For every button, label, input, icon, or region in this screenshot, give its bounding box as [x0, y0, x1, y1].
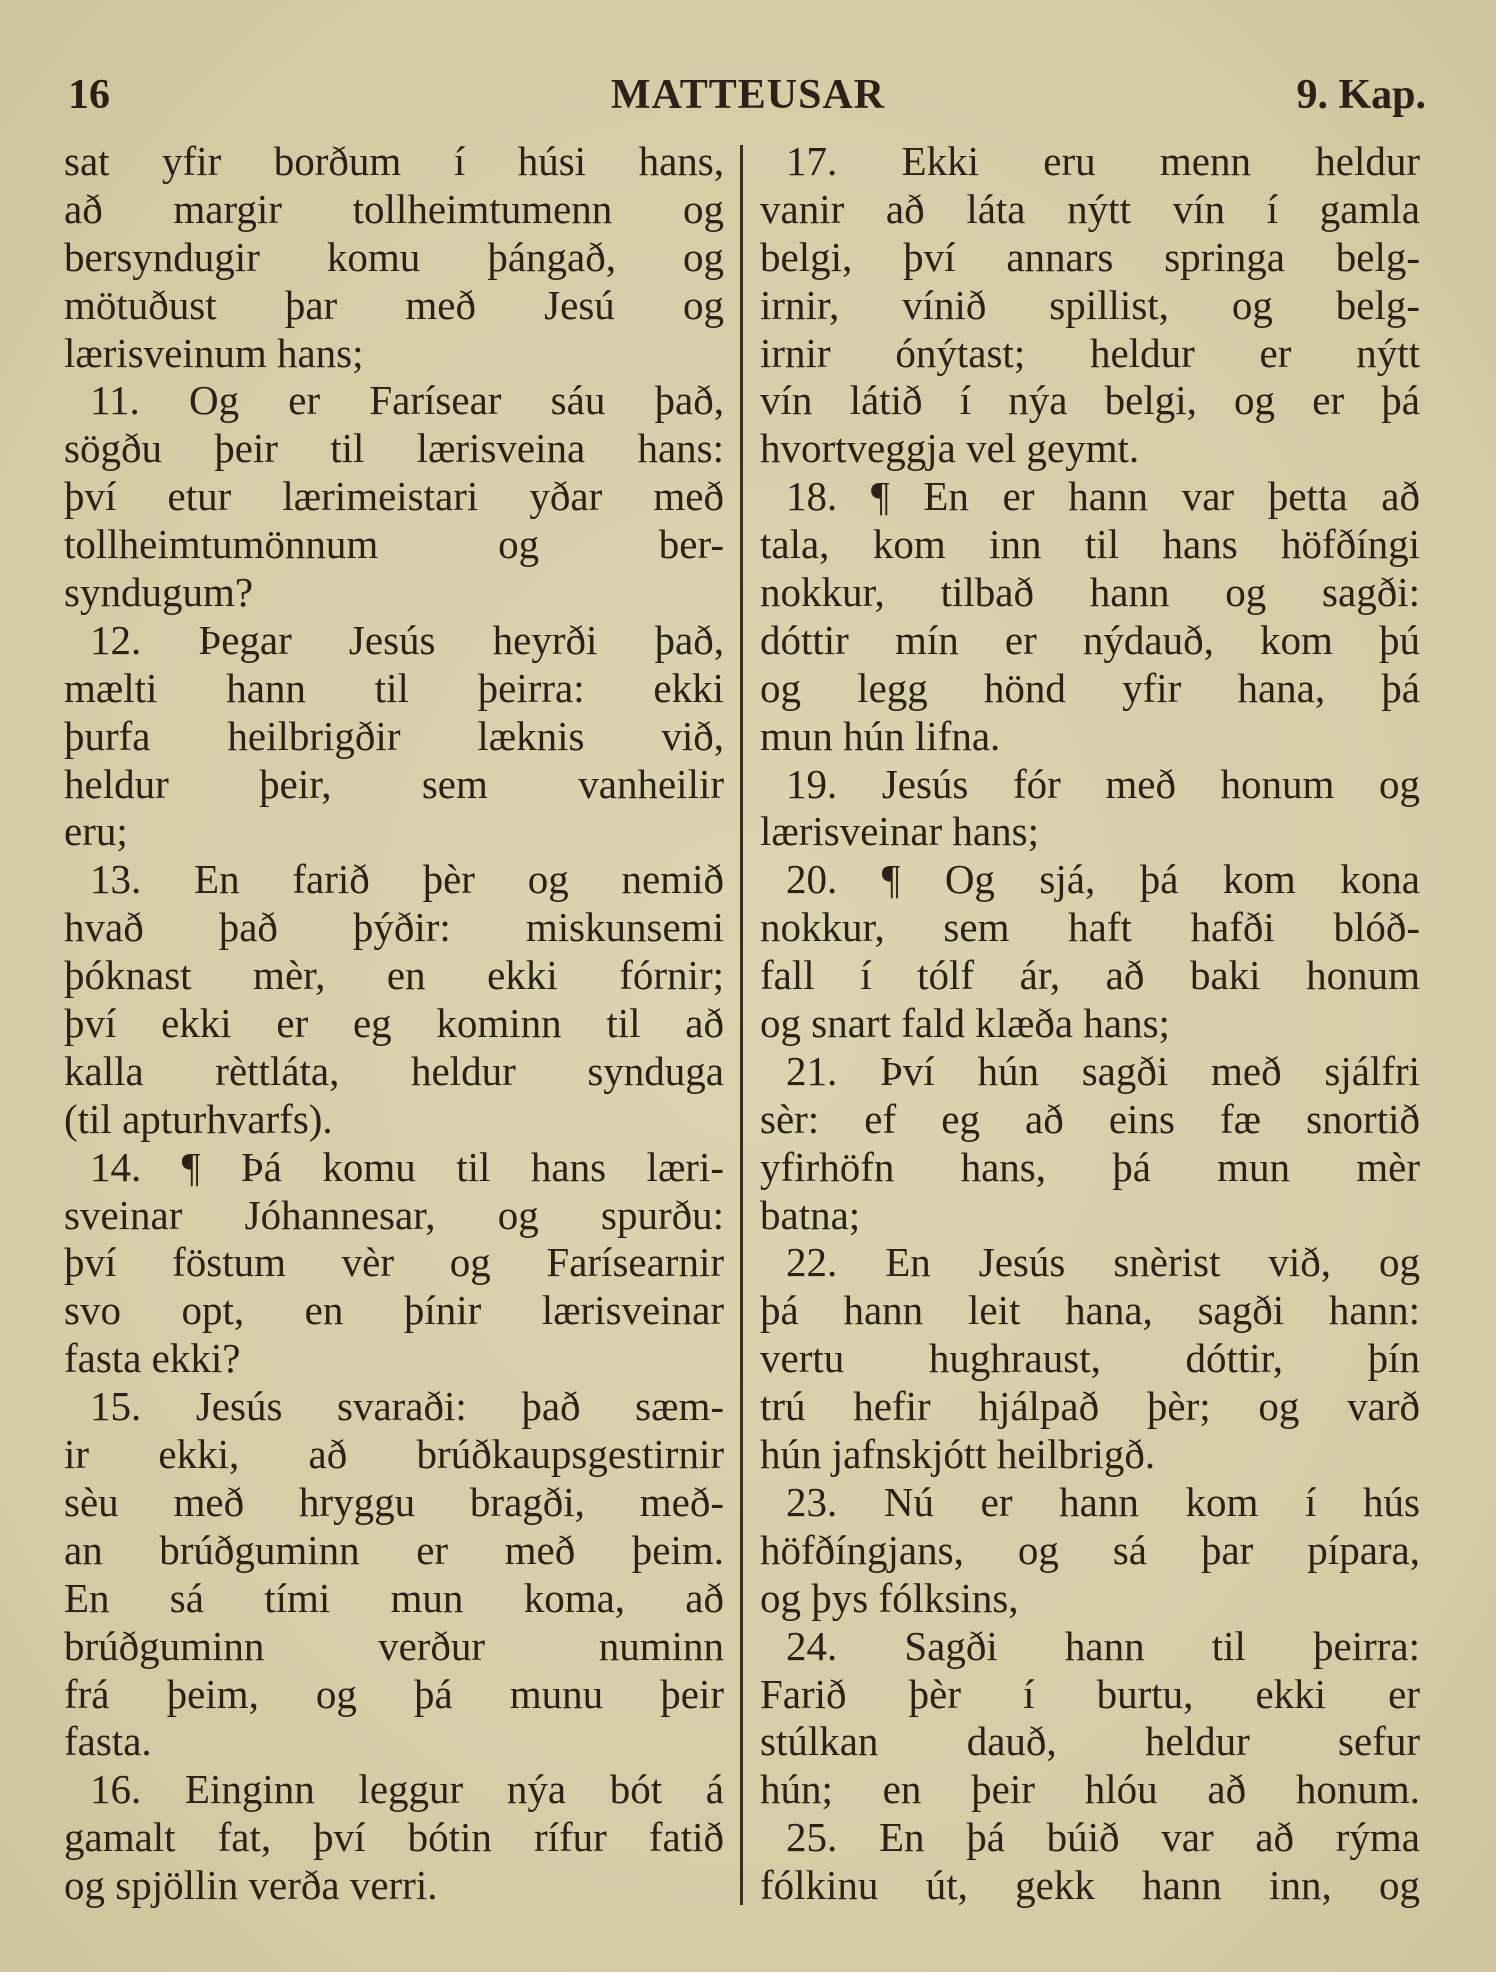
- text-line: Farið þèr í burtu, ekki er: [760, 1670, 1420, 1717]
- text-line: mötuðust þar með Jesú og: [64, 281, 724, 328]
- page-number: 16: [68, 72, 110, 118]
- text-line: nokkur, sem haft hafði blóð-: [760, 904, 1420, 951]
- text-line: 23. Nú er hann kom í hús: [786, 1478, 1420, 1525]
- text-line: 19. Jesús fór með honum og: [786, 760, 1420, 807]
- text-line: batna;: [760, 1191, 861, 1238]
- text-line: hún jafnskjótt heilbrigð.: [760, 1431, 1156, 1478]
- text-line: an brúðguminn er með þeim.: [64, 1526, 724, 1573]
- text-line: 25. En þá búið var að rýma: [786, 1814, 1420, 1861]
- text-line: fólkinu út, gekk hann inn, og: [760, 1862, 1420, 1909]
- text-line: 14. ¶ Þá komu til hans læri-: [90, 1143, 724, 1190]
- text-line: sögðu þeir til lærisveina hans:: [64, 425, 724, 472]
- text-line: ir ekki, að brúðkaupsgestirnir: [64, 1431, 724, 1478]
- text-line: hvortveggja vel geymt.: [760, 425, 1140, 472]
- text-line: því ekki er eg kominn til að: [64, 1000, 724, 1047]
- text-line: 13. En farið þèr og nemið: [90, 856, 724, 903]
- text-line: fasta ekki?: [64, 1335, 241, 1382]
- text-line: 20. ¶ Og sjá, þá kom kona: [786, 856, 1420, 903]
- text-line: hvað það þýðir: miskunsemi: [64, 904, 724, 951]
- text-line: dóttir mín er nýdauð, kom þú: [760, 616, 1420, 663]
- text-line: eru;: [64, 808, 128, 855]
- text-line: 18. ¶ En er hann var þetta að: [786, 473, 1420, 520]
- right-column: [760, 138, 1420, 1910]
- text-line: þurfa heilbrigðir læknis við,: [64, 712, 724, 759]
- text-line: 17. Ekki eru menn heldur: [786, 138, 1420, 184]
- text-line: stúlkan dauð, heldur sefur: [760, 1718, 1420, 1765]
- text-line: gamalt fat, því bótin rífur fatið: [64, 1814, 724, 1861]
- text-line: tala, kom inn til hans höfðíngi: [760, 521, 1420, 568]
- left-column: [64, 138, 724, 1910]
- text-line: 11. Og er Farísear sáu það,: [90, 377, 724, 424]
- text-line: 24. Sagði hann til þeirra:: [786, 1622, 1420, 1669]
- text-line: belgi, því annars springa belg-: [760, 233, 1420, 280]
- text-line: lærisveinar hans;: [760, 808, 1039, 855]
- text-line: bersyndugir komu þángað, og: [64, 233, 724, 280]
- text-line: 16. Einginn leggur nýa bót á: [90, 1766, 724, 1813]
- text-line: En sá tími mun koma, að: [64, 1574, 724, 1621]
- text-line: frá þeim, og þá munu þeir: [64, 1670, 724, 1717]
- text-line: sveinar Jóhannesar, og spurðu:: [64, 1191, 724, 1238]
- text-line: og spjöllin verða verri.: [64, 1862, 438, 1909]
- text-line: því föstum vèr og Farísearnir: [64, 1239, 724, 1286]
- text-line: að margir tollheimtumenn og: [64, 185, 724, 232]
- text-line: nokkur, tilbað hann og sagði:: [760, 569, 1420, 616]
- text-line: hún; en þeir hlóu að honum.: [760, 1766, 1420, 1813]
- text-line: 21. Því hún sagði með sjálfri: [786, 1047, 1420, 1094]
- text-line: yfirhöfn hans, þá mun mèr: [760, 1143, 1420, 1190]
- text-line: lærisveinum hans;: [64, 329, 364, 376]
- text-line: og þys fólksins,: [760, 1574, 1019, 1621]
- text-line: heldur þeir, sem vanheilir: [64, 760, 724, 807]
- text-line: mun hún lifna.: [760, 712, 1001, 759]
- text-line: kalla rèttláta, heldur synduga: [64, 1047, 724, 1094]
- column-divider: [740, 145, 743, 1905]
- text-line: og snart fald klæða hans;: [760, 1000, 1170, 1047]
- text-line: svo opt, en þínir lærisveinar: [64, 1287, 724, 1334]
- text-line: 15. Jesús svaraði: það sæm-: [90, 1383, 724, 1430]
- text-line: fasta.: [64, 1718, 152, 1765]
- text-line: þóknast mèr, en ekki fórnir;: [64, 952, 724, 999]
- text-line: vertu hughraust, dóttir, þín: [760, 1335, 1420, 1382]
- text-line: þá hann leit hana, sagði hann:: [760, 1287, 1420, 1334]
- text-line: syndugum?: [64, 569, 254, 616]
- text-line: sèr: ef eg að eins fæ snortið: [760, 1095, 1420, 1142]
- text-line: (til apturhvarfs).: [64, 1095, 333, 1142]
- text-line: trú hefir hjálpað þèr; og varð: [760, 1383, 1420, 1430]
- text-line: tollheimtumönnum og ber-: [64, 521, 724, 568]
- text-line: og legg hönd yfir hana, þá: [760, 664, 1420, 711]
- text-line: höfðíngjans, og sá þar pípara,: [760, 1526, 1420, 1573]
- text-line: vanir að láta nýtt vín í gamla: [760, 185, 1420, 232]
- text-line: irnir ónýtast; heldur er nýtt: [760, 329, 1420, 376]
- text-line: irnir, vínið spillist, og belg-: [760, 281, 1420, 328]
- text-line: því etur lærimeistari yðar með: [64, 473, 724, 520]
- text-line: sèu með hryggu bragði, með-: [64, 1478, 724, 1525]
- running-title: MATTEUSAR: [610, 72, 886, 118]
- chapter-label: 9. Kap.: [1296, 72, 1426, 118]
- text-line: mælti hann til þeirra: ekki: [64, 664, 724, 711]
- text-line: sat yfir borðum í húsi hans,: [64, 138, 724, 184]
- text-line: vín látið í nýa belgi, og er þá: [760, 377, 1420, 424]
- text-line: 22. En Jesús snèrist við, og: [786, 1239, 1420, 1286]
- text-line: 12. Þegar Jesús heyrði það,: [90, 616, 724, 663]
- text-line: brúðguminn verður numinn: [64, 1622, 724, 1669]
- text-line: fall í tólf ár, að baki honum: [760, 952, 1420, 999]
